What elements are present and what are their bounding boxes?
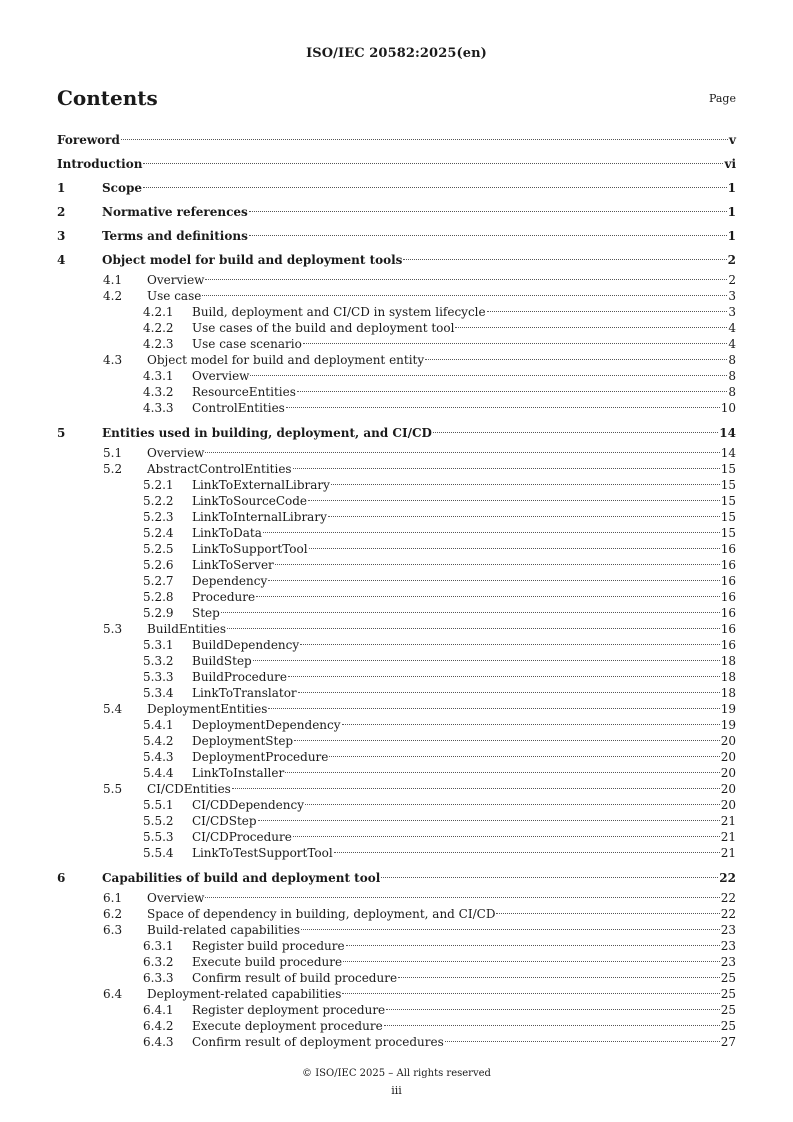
toc-entry-page[interactable]: vi bbox=[724, 157, 736, 171]
dot-leader bbox=[205, 452, 719, 453]
toc-entry-number: 6.4.1 bbox=[143, 1003, 174, 1017]
toc-entry[interactable] bbox=[57, 970, 736, 986]
dot-leader bbox=[275, 564, 720, 565]
toc-entry-number: 5.3.1 bbox=[143, 638, 174, 652]
toc-entry[interactable] bbox=[57, 1034, 736, 1050]
toc-entry-title[interactable]: LinkToSupportTool bbox=[192, 542, 308, 556]
dot-leader bbox=[221, 612, 720, 613]
toc-entry[interactable] bbox=[57, 493, 736, 509]
dot-leader bbox=[256, 596, 720, 597]
toc-entry[interactable] bbox=[57, 829, 736, 845]
toc-entry-page[interactable]: 15 bbox=[720, 526, 736, 540]
toc-entry[interactable] bbox=[57, 954, 736, 970]
toc-entry-title[interactable]: LinkToServer bbox=[192, 558, 274, 572]
dot-leader bbox=[293, 836, 720, 837]
toc-entry-title[interactable]: Build-related capabilities bbox=[147, 923, 301, 937]
toc-entry-page[interactable]: 15 bbox=[720, 462, 736, 476]
toc-entry-number: 4.1 bbox=[103, 273, 123, 287]
toc-entry-page[interactable]: 15 bbox=[720, 494, 736, 508]
page-column-label: Page bbox=[708, 92, 736, 105]
dot-leader bbox=[293, 468, 720, 469]
toc-entry-page[interactable]: 21 bbox=[720, 830, 736, 844]
dot-leader bbox=[398, 977, 720, 978]
toc-entry[interactable] bbox=[57, 320, 736, 336]
toc-entry-title[interactable]: BuildStep bbox=[192, 654, 252, 668]
dot-leader bbox=[121, 139, 728, 140]
toc-entry-page[interactable]: 15 bbox=[720, 478, 736, 492]
toc-entry-page[interactable]: 25 bbox=[720, 987, 736, 1001]
dot-leader bbox=[386, 1009, 720, 1010]
toc-entry[interactable] bbox=[57, 845, 736, 861]
toc-entry[interactable] bbox=[57, 605, 736, 621]
toc-entry-page[interactable]: 16 bbox=[720, 622, 736, 636]
dot-leader bbox=[433, 432, 718, 433]
toc-entry[interactable] bbox=[57, 248, 736, 272]
toc-entry-page[interactable]: 16 bbox=[720, 542, 736, 556]
toc-entry-page[interactable]: 25 bbox=[720, 1019, 736, 1033]
toc-entry-page[interactable]: 16 bbox=[720, 574, 736, 588]
toc-entry[interactable] bbox=[57, 890, 736, 906]
toc-entry-number: 5.2.4 bbox=[143, 526, 174, 540]
toc-entry-page[interactable]: 16 bbox=[720, 590, 736, 604]
toc-entry-title[interactable]: Introduction bbox=[57, 157, 143, 171]
toc-entry-number: 5.2.9 bbox=[143, 606, 174, 620]
toc-entry-title[interactable]: Execute build procedure bbox=[192, 955, 343, 969]
toc-entry-title[interactable]: Capabilities of build and deployment tool bbox=[102, 871, 381, 885]
toc-entry-page[interactable]: 8 bbox=[728, 385, 736, 399]
toc-entry-title[interactable]: Entities used in building, deployment, and CI/CD bbox=[102, 426, 432, 440]
dot-leader bbox=[294, 740, 720, 741]
dot-leader bbox=[343, 961, 720, 962]
dot-leader bbox=[331, 484, 720, 485]
toc-entry-page[interactable]: 1 bbox=[727, 229, 736, 243]
dot-leader bbox=[334, 852, 720, 853]
toc-entry-number: 5.4 bbox=[103, 702, 123, 716]
toc-entry-number: 3 bbox=[57, 229, 66, 243]
toc-entry-title[interactable]: Scope bbox=[102, 181, 143, 195]
toc-entry-number: 5.5.1 bbox=[143, 798, 174, 812]
dot-leader bbox=[496, 913, 719, 914]
toc-entry-title[interactable]: Space of dependency in building, deployment, and CI/CD bbox=[147, 907, 496, 921]
toc-entry-page[interactable]: 20 bbox=[720, 750, 736, 764]
toc-entry-title[interactable]: Procedure bbox=[192, 590, 256, 604]
toc-entry-number: 5.2.2 bbox=[143, 494, 174, 508]
toc-entry-page[interactable]: 23 bbox=[720, 955, 736, 969]
toc-entry-title[interactable]: LinkToSourceCode bbox=[192, 494, 308, 508]
toc-entry-number: 4.2 bbox=[103, 289, 123, 303]
toc-entry[interactable] bbox=[57, 685, 736, 701]
toc-entry-page[interactable]: 23 bbox=[720, 923, 736, 937]
toc-entry[interactable] bbox=[57, 749, 736, 765]
dot-leader bbox=[305, 804, 720, 805]
toc-entry[interactable] bbox=[57, 557, 736, 573]
toc-entry[interactable] bbox=[57, 797, 736, 813]
toc-entry-number: 4.2.1 bbox=[143, 305, 174, 319]
page-number: iii bbox=[391, 1084, 402, 1097]
toc-entry-page[interactable]: 4 bbox=[728, 321, 736, 335]
toc-entry-title[interactable]: CI/CDDependency bbox=[192, 798, 305, 812]
toc-entry[interactable] bbox=[57, 272, 736, 288]
toc-entry[interactable] bbox=[57, 477, 736, 493]
dot-leader bbox=[249, 235, 727, 236]
toc-entry-number: 6.3.1 bbox=[143, 939, 174, 953]
toc-entry-page[interactable]: 4 bbox=[728, 337, 736, 351]
dot-leader bbox=[205, 279, 727, 280]
dot-leader bbox=[403, 259, 726, 260]
toc-entry[interactable] bbox=[57, 573, 736, 589]
toc-entry-page[interactable]: 25 bbox=[720, 971, 736, 985]
toc-entry[interactable] bbox=[57, 1018, 736, 1034]
toc-entry-title[interactable]: Terms and definitions bbox=[102, 229, 248, 243]
toc-entry-number: 5.2.1 bbox=[143, 478, 174, 492]
toc-entry[interactable] bbox=[57, 304, 736, 320]
toc-entry-page[interactable]: 19 bbox=[720, 702, 736, 716]
toc-entry-page[interactable]: 22 bbox=[720, 891, 736, 905]
toc-entry[interactable] bbox=[57, 669, 736, 685]
toc-entry-page[interactable]: 21 bbox=[720, 814, 736, 828]
toc-entry[interactable] bbox=[57, 509, 736, 525]
toc-entry[interactable] bbox=[57, 922, 736, 938]
toc-entry-title[interactable]: DeploymentStep bbox=[192, 734, 294, 748]
toc-entry-title[interactable]: Foreword bbox=[57, 133, 120, 147]
toc-entry-page[interactable]: 2 bbox=[728, 273, 736, 287]
toc-entry-title[interactable]: Use cases of the build and deployment tool bbox=[192, 321, 455, 335]
toc-entry-title[interactable]: BuildProcedure bbox=[192, 670, 288, 684]
toc-entry[interactable] bbox=[57, 421, 736, 445]
toc-entry-number: 6.4.2 bbox=[143, 1019, 174, 1033]
toc-entry-page[interactable]: 8 bbox=[728, 369, 736, 383]
toc-entry-page[interactable]: 18 bbox=[720, 686, 736, 700]
dot-leader bbox=[297, 391, 727, 392]
toc-entry[interactable] bbox=[57, 813, 736, 829]
toc-entry-page[interactable]: 27 bbox=[720, 1035, 736, 1049]
toc-entry[interactable] bbox=[57, 701, 736, 717]
toc-entry-page[interactable]: 20 bbox=[720, 766, 736, 780]
toc-entry-number: 4 bbox=[57, 253, 66, 267]
toc-entry-title[interactable]: Use case bbox=[147, 289, 202, 303]
toc-entry-page[interactable]: 14 bbox=[719, 426, 736, 440]
toc-entry[interactable] bbox=[57, 224, 736, 248]
toc-entry-number: 4.3 bbox=[103, 353, 123, 367]
toc-entry-page[interactable]: 22 bbox=[719, 871, 736, 885]
toc-entry-page[interactable]: 21 bbox=[720, 846, 736, 860]
toc-entry-number: 6.3.3 bbox=[143, 971, 174, 985]
toc-entry-title[interactable]: LinkToInstaller bbox=[192, 766, 285, 780]
toc-entry[interactable] bbox=[57, 653, 736, 669]
toc-entry-title[interactable]: CI/CDProcedure bbox=[192, 830, 292, 844]
toc-entry[interactable] bbox=[57, 384, 736, 400]
toc-entry-title[interactable]: Overview bbox=[147, 273, 205, 287]
toc-entry-page[interactable]: 15 bbox=[720, 510, 736, 524]
toc-entry[interactable] bbox=[57, 621, 736, 637]
toc-entry-page[interactable]: 25 bbox=[720, 1003, 736, 1017]
dot-leader bbox=[301, 929, 720, 930]
toc-entry-number: 6 bbox=[57, 871, 66, 885]
toc-entry-number: 4.3.1 bbox=[143, 369, 174, 383]
toc-entry-number: 6.3.2 bbox=[143, 955, 174, 969]
toc-entry-page[interactable]: 19 bbox=[720, 718, 736, 732]
toc-entry-number: 6.4 bbox=[103, 987, 123, 1001]
toc-entry[interactable] bbox=[57, 717, 736, 733]
toc-entry-title[interactable]: Register deployment procedure bbox=[192, 1003, 386, 1017]
dot-leader bbox=[227, 628, 720, 629]
table-of-contents bbox=[57, 128, 736, 1050]
toc-entry-page[interactable]: 16 bbox=[720, 638, 736, 652]
dot-leader bbox=[309, 548, 720, 549]
toc-entry[interactable] bbox=[57, 637, 736, 653]
toc-entry-title[interactable]: Confirm result of build procedure bbox=[192, 971, 398, 985]
toc-entry-number: 5.4.3 bbox=[143, 750, 174, 764]
dot-leader bbox=[268, 580, 719, 581]
toc-entry-title[interactable]: DeploymentProcedure bbox=[192, 750, 329, 764]
dot-leader bbox=[346, 945, 720, 946]
toc-entry-number: 5.2.7 bbox=[143, 574, 174, 588]
dot-leader bbox=[268, 708, 719, 709]
toc-entry-number: 6.4.3 bbox=[143, 1035, 174, 1049]
toc-entry-page[interactable]: 10 bbox=[720, 401, 736, 415]
toc-entry-title[interactable]: ResourceEntities bbox=[192, 385, 296, 399]
toc-entry[interactable] bbox=[57, 128, 736, 152]
toc-entry-number: 1 bbox=[57, 181, 66, 195]
dot-leader bbox=[384, 1025, 720, 1026]
toc-entry-number: 5.3 bbox=[103, 622, 123, 636]
toc-entry-page[interactable]: 18 bbox=[720, 654, 736, 668]
toc-entry-page[interactable]: 14 bbox=[720, 446, 736, 460]
toc-entry[interactable] bbox=[57, 781, 736, 797]
toc-entry-title[interactable]: Step bbox=[192, 606, 220, 620]
toc-entry[interactable] bbox=[57, 368, 736, 384]
toc-entry-number: 5.2.6 bbox=[143, 558, 174, 572]
toc-entry-title[interactable]: Execute deployment procedure bbox=[192, 1019, 383, 1033]
toc-entry-title[interactable]: Use case scenario bbox=[192, 337, 302, 351]
dot-leader bbox=[249, 211, 727, 212]
toc-entry-title[interactable]: CI/CDStep bbox=[192, 814, 257, 828]
dot-leader bbox=[445, 1041, 720, 1042]
toc-entry[interactable] bbox=[57, 352, 736, 368]
toc-entry-title[interactable]: LinkToExternalLibrary bbox=[192, 478, 330, 492]
toc-entry[interactable] bbox=[57, 589, 736, 605]
dot-leader bbox=[263, 532, 720, 533]
toc-entry[interactable] bbox=[57, 445, 736, 461]
dot-leader bbox=[425, 359, 727, 360]
dot-leader bbox=[300, 644, 720, 645]
toc-entry-page[interactable]: 1 bbox=[727, 205, 736, 219]
toc-entry[interactable] bbox=[57, 765, 736, 781]
toc-entry-page[interactable]: 23 bbox=[720, 939, 736, 953]
toc-entry-title[interactable]: Overview bbox=[147, 446, 205, 460]
toc-entry[interactable] bbox=[57, 986, 736, 1002]
toc-entry-number: 5.5.4 bbox=[143, 846, 174, 860]
toc-entry[interactable] bbox=[57, 461, 736, 477]
toc-entry-title[interactable]: Confirm result of deployment procedures bbox=[192, 1035, 444, 1049]
toc-entry[interactable] bbox=[57, 866, 736, 890]
toc-entry-number: 5.5.2 bbox=[143, 814, 174, 828]
toc-entry-title[interactable]: LinkToTranslator bbox=[192, 686, 297, 700]
dot-leader bbox=[143, 163, 723, 164]
toc-entry-page[interactable]: 18 bbox=[720, 670, 736, 684]
dot-leader bbox=[285, 772, 719, 773]
toc-entry[interactable] bbox=[57, 733, 736, 749]
toc-entry-title[interactable]: CI/CDEntities bbox=[147, 782, 231, 796]
dot-leader bbox=[381, 877, 718, 878]
toc-entry-number: 5.2.8 bbox=[143, 590, 174, 604]
toc-entry-number: 5.5.3 bbox=[143, 830, 174, 844]
copyright-notice: © ISO/IEC 2025 – All rights reserved bbox=[302, 1068, 491, 1079]
toc-entry-number: 4.2.2 bbox=[143, 321, 174, 335]
toc-entry-page[interactable]: 8 bbox=[728, 353, 736, 367]
dot-leader bbox=[487, 311, 728, 312]
toc-entry[interactable] bbox=[57, 152, 736, 176]
toc-entry-title[interactable]: Overview bbox=[147, 891, 205, 905]
toc-entry-page[interactable]: 1 bbox=[727, 181, 736, 195]
dot-leader bbox=[232, 788, 720, 789]
toc-entry[interactable] bbox=[57, 200, 736, 224]
toc-entry-number: 5.4.4 bbox=[143, 766, 174, 780]
toc-entry-number: 5.2.5 bbox=[143, 542, 174, 556]
toc-entry-number: 4.2.3 bbox=[143, 337, 174, 351]
toc-entry-number: 5.3.3 bbox=[143, 670, 174, 684]
toc-entry-number: 4.3.3 bbox=[143, 401, 174, 415]
toc-entry-page[interactable]: 2 bbox=[727, 253, 736, 267]
toc-entry-title[interactable]: Object model for build and deployment tools bbox=[102, 253, 403, 267]
dot-leader bbox=[328, 516, 720, 517]
toc-entry-page[interactable]: v bbox=[729, 133, 736, 147]
toc-entry-title[interactable]: LinkToTestSupportTool bbox=[192, 846, 333, 860]
toc-entry[interactable] bbox=[57, 400, 736, 416]
toc-entry-number: 5.4.2 bbox=[143, 734, 174, 748]
toc-entry-page[interactable]: 20 bbox=[720, 734, 736, 748]
dot-leader bbox=[288, 676, 720, 677]
dot-leader bbox=[303, 343, 728, 344]
toc-entry-title[interactable]: Build, deployment and CI/CD in system lifecycle bbox=[192, 305, 486, 319]
dot-leader bbox=[342, 993, 719, 994]
toc-entry[interactable] bbox=[57, 525, 736, 541]
toc-entry-number: 2 bbox=[57, 205, 66, 219]
toc-entry-title[interactable]: BuildEntities bbox=[147, 622, 226, 636]
toc-entry[interactable] bbox=[57, 541, 736, 557]
dot-leader bbox=[455, 327, 727, 328]
toc-entry-number: 4.3.2 bbox=[143, 385, 174, 399]
toc-entry[interactable] bbox=[57, 1002, 736, 1018]
dot-leader bbox=[143, 187, 727, 188]
dot-leader bbox=[342, 724, 720, 725]
toc-entry[interactable] bbox=[57, 336, 736, 352]
toc-entry-number: 5.2.3 bbox=[143, 510, 174, 524]
toc-entry-title[interactable]: Dependency bbox=[192, 574, 268, 588]
toc-entry-title[interactable]: LinkToInternalLibrary bbox=[192, 510, 327, 524]
toc-entry-title[interactable]: LinkToData bbox=[192, 526, 262, 540]
toc-entry-number: 5 bbox=[57, 426, 66, 440]
toc-entry-title[interactable]: AbstractControlEntities bbox=[147, 462, 292, 476]
toc-entry-title[interactable]: Deployment-related capabilities bbox=[147, 987, 342, 1001]
document-id-header: ISO/IEC 20582:2025(en) bbox=[306, 46, 487, 61]
toc-entry-number: 5.3.2 bbox=[143, 654, 174, 668]
toc-entry[interactable] bbox=[57, 288, 736, 304]
dot-leader bbox=[258, 820, 720, 821]
toc-entry-number: 6.1 bbox=[103, 891, 123, 905]
toc-entry-page[interactable]: 20 bbox=[720, 798, 736, 812]
toc-entry-title[interactable]: DeploymentDependency bbox=[192, 718, 341, 732]
toc-entry[interactable] bbox=[57, 176, 736, 200]
toc-entry-title[interactable]: Object model for build and deployment entity bbox=[147, 353, 425, 367]
toc-entry[interactable] bbox=[57, 906, 736, 922]
toc-entry-number: 6.3 bbox=[103, 923, 123, 937]
toc-entry-number: 6.2 bbox=[103, 907, 123, 921]
toc-entry-page[interactable]: 22 bbox=[720, 907, 736, 921]
toc-entry-title[interactable]: Register build procedure bbox=[192, 939, 345, 953]
toc-entry-page[interactable]: 3 bbox=[728, 289, 736, 303]
dot-leader bbox=[202, 295, 727, 296]
dot-leader bbox=[250, 375, 727, 376]
toc-entry-title[interactable]: Normative references bbox=[102, 205, 248, 219]
toc-entry[interactable] bbox=[57, 938, 736, 954]
toc-entry-number: 5.4.1 bbox=[143, 718, 174, 732]
toc-entry-number: 5.1 bbox=[103, 446, 123, 460]
toc-entry-title[interactable]: DeploymentEntities bbox=[147, 702, 268, 716]
dot-leader bbox=[298, 692, 720, 693]
toc-entry-number: 5.5 bbox=[103, 782, 123, 796]
toc-entry-title[interactable]: ControlEntities bbox=[192, 401, 285, 415]
dot-leader bbox=[286, 407, 720, 408]
contents-heading: Contents bbox=[57, 86, 158, 110]
toc-entry-title[interactable]: BuildDependency bbox=[192, 638, 300, 652]
dot-leader bbox=[205, 897, 719, 898]
dot-leader bbox=[253, 660, 720, 661]
toc-entry-number: 5.3.4 bbox=[143, 686, 174, 700]
dot-leader bbox=[329, 756, 719, 757]
toc-entry-page[interactable]: 3 bbox=[728, 305, 736, 319]
dot-leader bbox=[308, 500, 720, 501]
toc-entry-page[interactable]: 16 bbox=[720, 606, 736, 620]
toc-entry-page[interactable]: 20 bbox=[720, 782, 736, 796]
toc-entry-page[interactable]: 16 bbox=[720, 558, 736, 572]
toc-entry-number: 5.2 bbox=[103, 462, 123, 476]
toc-entry-title[interactable]: Overview bbox=[192, 369, 250, 383]
